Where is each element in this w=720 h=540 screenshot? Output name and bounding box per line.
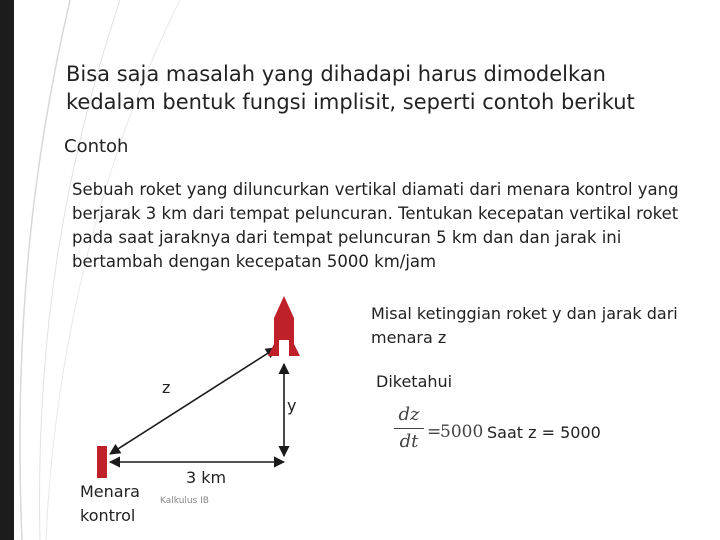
condition-text: Saat z = 5000 (487, 423, 601, 442)
footer-label: Kalkulus IB (160, 496, 209, 506)
variable-note: Misal ketinggian roket y dan jarak dari menara z (371, 304, 678, 347)
label-z: z (162, 378, 171, 397)
known-label: Diketahui (376, 372, 453, 391)
control-tower (97, 446, 107, 478)
rocket-icon (268, 296, 300, 356)
label-control-tower: Menara kontrol (80, 482, 140, 525)
slide-heading: Bisa saja masalah yang dihadapi harus dimodelkan kedalam bentuk fungsi implisit, seperti contoh berikut (66, 62, 635, 114)
label-3km: 3 km (186, 468, 227, 487)
problem-text: Sebuah roket yang diluncurkan vertikal diamati dari menara kontrol yang berjarak 3 km dari tempat peluncuran. Tentukan kecepatan vertikal roket pada saat jaraknya dari tempat peluncuran 5 km dan dan jarak ini bertambah dengan kecepatan 5000 km/jam (72, 180, 679, 271)
example-label: Contoh (64, 136, 129, 157)
formula-fraction (394, 404, 424, 453)
rate-formula (394, 404, 486, 462)
formula-numerator: dz (398, 404, 420, 425)
hypotenuse-z-arrow (110, 348, 276, 454)
formula-denominator: dt (399, 431, 419, 452)
label-y: y (287, 396, 297, 415)
formula-value: 5000 (440, 422, 484, 442)
formula-equals: = (427, 422, 442, 442)
formula-fraction-bar (394, 428, 424, 429)
